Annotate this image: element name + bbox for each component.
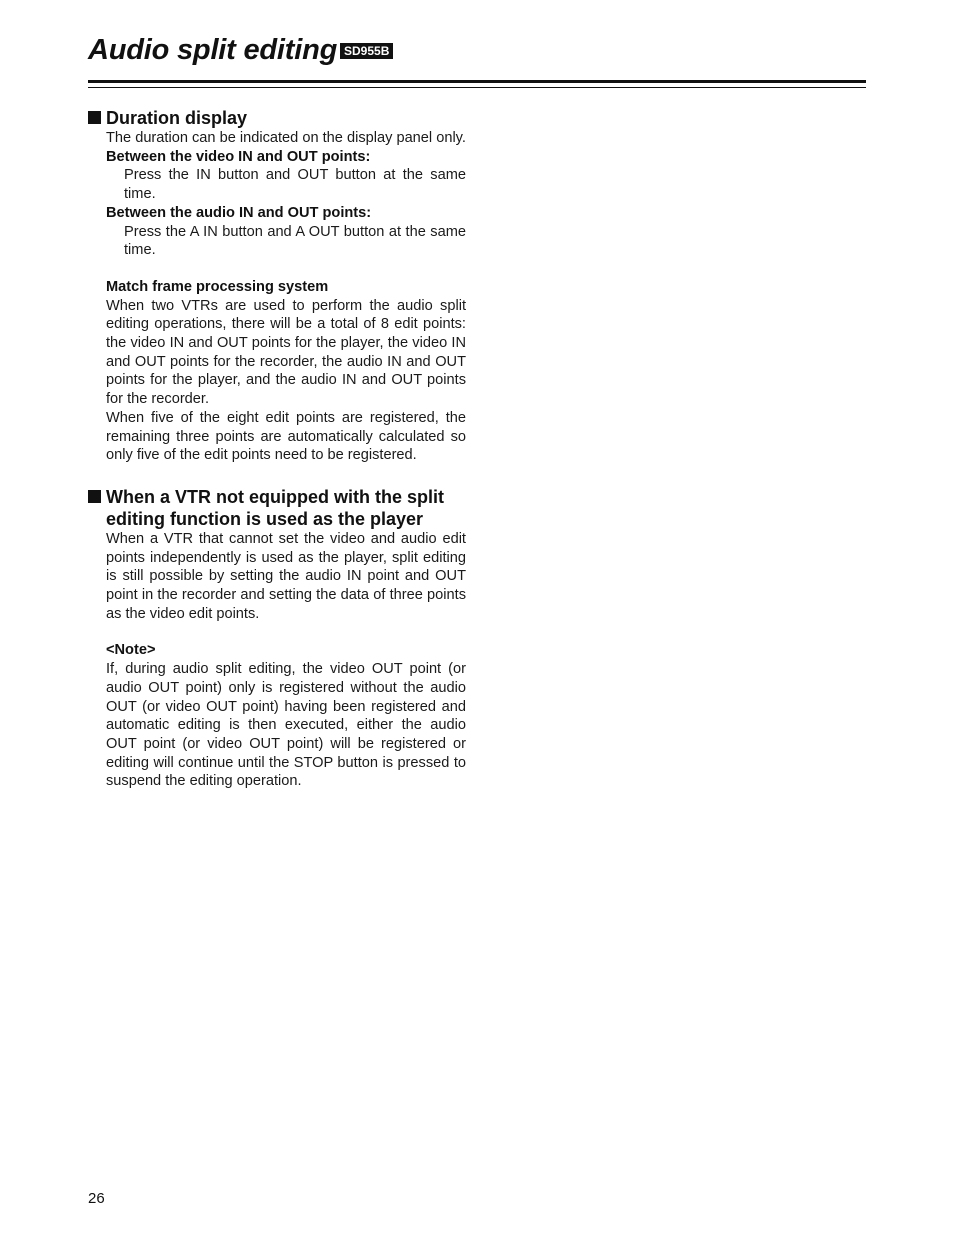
note-text: If, during audio split editing, the video OUT point (or audio OUT point) only is registered without the audio OUT (or video OUT point) having been registered and automatic editing is then executed, either the audio OUT point (or video OUT point) will be registered or editing will continue until the STOP button is pressed to suspend the editing operation. (106, 661, 466, 790)
match-frame-para-2: When five of the eight edit points are registered, the remaining three points are automatically calculated so only five of the edit points need to be registered. (106, 409, 466, 464)
audio-points-label: Between the audio IN and OUT points: (106, 204, 372, 221)
duration-body (88, 129, 466, 465)
section-heading-duration (88, 107, 466, 129)
square-bullet-icon (88, 111, 101, 124)
vtr-text: When a VTR that cannot set the video and audio edit points independently is used as the player, split editing is still possible by setting the audio IN point and OUT point in the recorder and setting the data of three points as the video edit points. (106, 530, 466, 622)
section-heading-text: Duration display (106, 108, 248, 128)
audio-points-text: Press the A IN button and A OUT button at the same time. (124, 223, 466, 259)
model-badge: SD955B (340, 43, 393, 59)
vtr-body (88, 530, 466, 791)
section-heading-vtr (88, 486, 466, 530)
header-rule-thin (88, 87, 866, 88)
page-number: 26 (88, 1190, 105, 1207)
note-label: <Note> (106, 642, 156, 659)
main-column (88, 107, 466, 791)
video-points-text: Press the IN button and OUT button at the same time. (124, 167, 466, 203)
page-title: Audio split editing (88, 34, 338, 66)
section-heading-text: When a VTR not equipped with the split editing function is used as the player (106, 486, 444, 529)
duration-intro: The duration can be indicated on the display panel only. (106, 130, 466, 146)
match-frame-label: Match frame processing system (106, 278, 329, 295)
match-frame-para-1: When two VTRs are used to perform the audio split editing operations, there will be a total of 8 edit points: the video IN and OUT points for the player, the video IN and OUT points for the recorder, the audio IN and OUT points for the player, and the audio IN and OUT points for the recorder. (106, 297, 466, 408)
square-bullet-icon (88, 490, 101, 503)
header-rule-thick (88, 80, 866, 83)
video-points-label: Between the video IN and OUT points: (106, 148, 371, 165)
